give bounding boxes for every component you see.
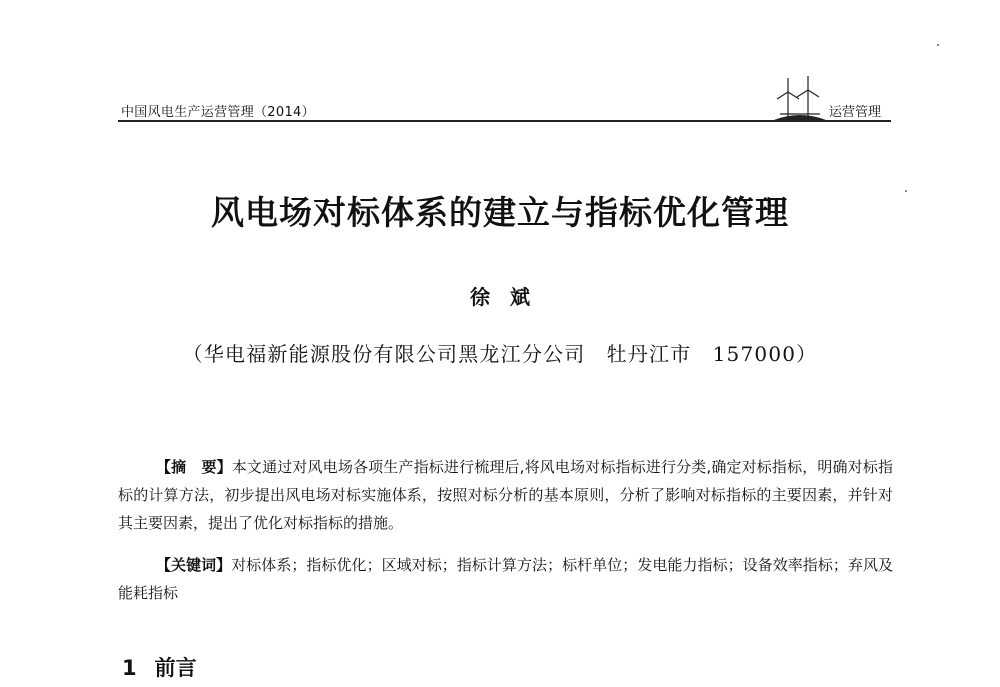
author-affiliation: （华电福新能源股份有限公司黑龙江分公司 牡丹江市 157000）	[182, 342, 818, 366]
scan-speck	[937, 44, 939, 46]
section-number: 1	[122, 656, 137, 680]
scan-speck	[905, 190, 907, 192]
section-label: 运营管理	[829, 105, 882, 120]
section-heading	[122, 652, 197, 682]
abstract	[118, 453, 893, 537]
keywords	[118, 551, 893, 607]
header-rule	[118, 120, 891, 122]
paper-title: 风电场对标体系的建立与指标优化管理	[211, 193, 789, 232]
wind-turbine-logo-icon	[772, 70, 828, 124]
abstract-label: 【摘 要】	[156, 458, 232, 476]
author-name: 徐 斌	[470, 285, 530, 309]
journal-name: 中国风电生产运营管理（2014）	[121, 105, 315, 120]
page-header	[0, 0, 1000, 130]
keywords-label: 【关键词】	[156, 556, 232, 574]
section-title: 前言	[154, 656, 197, 680]
abstract-text: 本文通过对风电场各项生产指标进行梳理后,将风电场对标指标进行分类,确定对标指标，明确对标指标的计算方法，初步提出风电场对标实施体系，按照对标分析的基本原则，分析了影响对标指标的主要因素，并针对其主要因素，提出了优化对标指标的措施。	[118, 458, 893, 532]
keywords-text: 对标体系；指标优化；区域对标；指标计算方法；标杆单位；发电能力指标；设备效率指标；弃风及能耗指标	[118, 556, 893, 602]
